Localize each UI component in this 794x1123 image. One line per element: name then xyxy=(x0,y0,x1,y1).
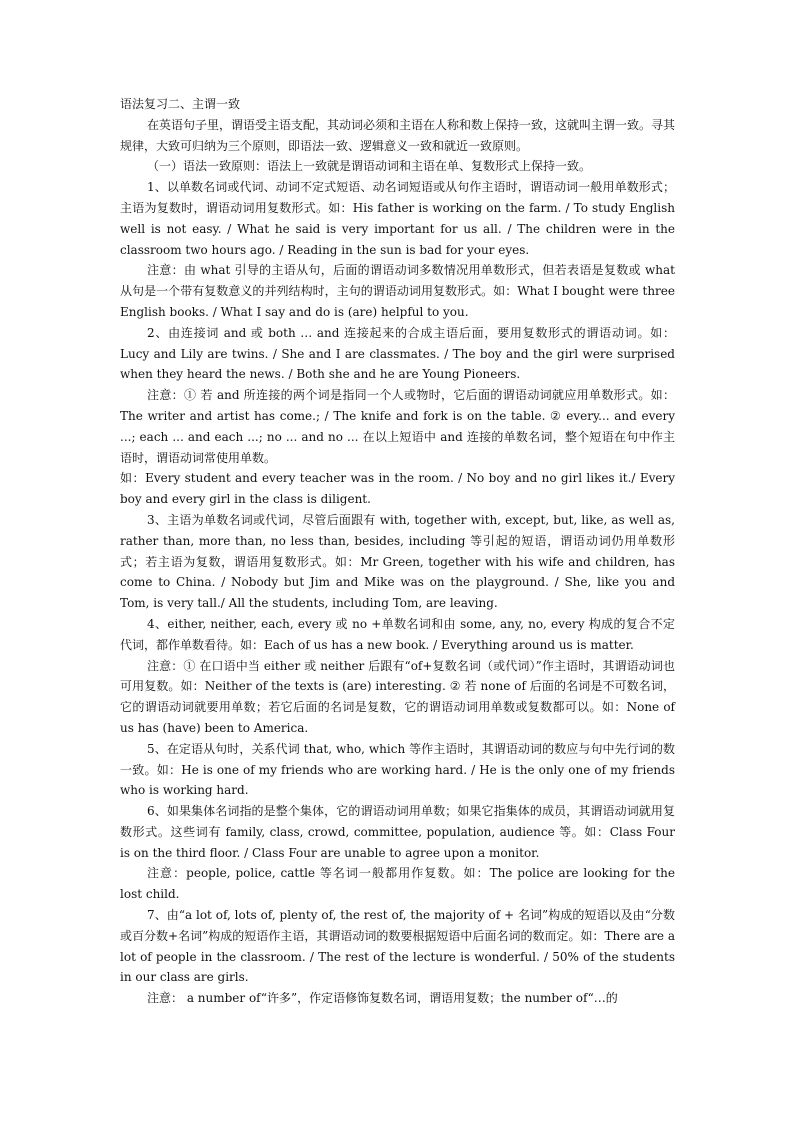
document-body xyxy=(120,94,675,1009)
paragraph-note-either-none: 注意：① 在口语中当 either 或 neither 后跟有“of+复数名词（或代词）”作主语时，其谓语动词也可用复数。如：Neither of the texts is (are) interesting. ② 若 none of 后面的名词是不可数名词，它的谓语动词就要用单数；若它后面的名词是复数，它的谓语动词用单数或复数都可以。如：None of us has (have) been to America. xyxy=(120,658,675,735)
paragraph-principle-1-heading: （一）语法一致原则：语法上一致就是谓语动词和主语在单、复数形式上保持一致。 xyxy=(147,159,592,174)
paragraph-note-people-police: 注意：people, police, cattle 等名词一般都用作复数。如：The police are looking for the lost child. xyxy=(120,866,675,902)
paragraph-rule-7: 7、由“a lot of, lots of, plenty of, the rest of, the majority of + 名词”构成的短语以及由“分数或百分数+名词”构成的短语作主语，其谓语动词的数要根据短语中后面名词的数而定。如：There are a lot of people in the classroom. / The rest of the lecture is wonderful. / 50% of the students in our class are girls. xyxy=(120,908,675,985)
paragraph-note-and: 注意：① 若 and 所连接的两个词是指同一个人或物时，它后面的谓语动词就应用单数形式。如：The writer and artist has come.; / The knife and fork is on the table. ② every... and every ...; each ... and each ...; no ... and no ... 在以上短语中 and 连接的单数名词，整个短语在句中作主语时，谓语动词常使用单数。 xyxy=(120,388,675,465)
paragraph-rule-6: 6、如果集体名词指的是整个集体，它的谓语动词用单数；如果它指集体的成员，其谓语动词就用复数形式。这些词有 family, class, crowd, committee, population, audience 等。如：Class Four is on the third floor. / Class Four are unable to agree upon a monitor. xyxy=(120,804,675,860)
paragraph-rule-3: 3、主语为单数名词或代词，尽管后面跟有 with, together with, except, but, like, as well as, rather than, more than, no less than, besides, including 等引起的短语，谓语动词仍用单数形式；若主语为复数，谓语用复数形式。如：Mr Green, together with his wife and children, has come to China. / Nobody but Jim and Mike was on the playground. / She, like you and Tom, is very tall./ All the students, including Tom, are leaving. xyxy=(120,512,675,611)
paragraph-rule-1: 1、以单数名词或代词、动词不定式短语、动名词短语或从句作主语时，谓语动词一般用单数形式；主语为复数时，谓语动词用复数形式。如：His father is working on the farm. / To study English well is not easy. / What he said is very important for us all. / The children were in the classroom two hours ago. / Reading in the sun is bad for your eyes. xyxy=(120,180,675,257)
paragraph-intro: 在英语句子里，谓语受主语支配，其动词必须和主语在人称和数上保持一致，这就叫主谓一致。寻其规律，大致可归纳为三个原则，即语法一致、逻辑意义一致和就近一致原则。 xyxy=(120,117,676,153)
document-title: 语法复习二、主谓一致 xyxy=(120,97,241,111)
paragraph-note-what: 注意：由 what 引导的主语从句，后面的谓语动词多数情况用单数形式，但若表语是复数或 what 从句是一个带有复数意义的并列结构时，主句的谓语动词用复数形式。如：What I bought were three English books. / What I say and do is (are) helpful to you. xyxy=(120,263,675,319)
paragraph-rule-4: 4、either, neither, each, every 或 no +单数名词和由 some, any, no, every 构成的复合不定代词，都作单数看待。如：Each of us has a new book. / Everything around us is matter. xyxy=(120,616,675,652)
paragraph-note-a-number-of: 注意： a number of“许多”，作定语修饰复数名词，谓语用复数；the number of“…的 xyxy=(147,991,618,1006)
paragraph-rule-2: 2、由连接词 and 或 both … and 连接起来的合成主语后面，要用复数形式的谓语动词。如：Lucy and Lily are twins. / She and I are classmates. / The boy and the girl were surprised when they heard the news. / Both she and he are Young Pioneers. xyxy=(120,325,675,382)
paragraph-rule-5: 5、在定语从句时，关系代词 that, who, which 等作主语时，其谓语动词的数应与句中先行词的数一致。如：He is one of my friends who are working hard. / He is the only one of my friends who is working hard. xyxy=(120,741,675,798)
paragraph-every-examples: 如：Every student and every teacher was in the room. / No boy and no girl likes it./ Every boy and every girl in the class is diligent. xyxy=(120,471,675,507)
